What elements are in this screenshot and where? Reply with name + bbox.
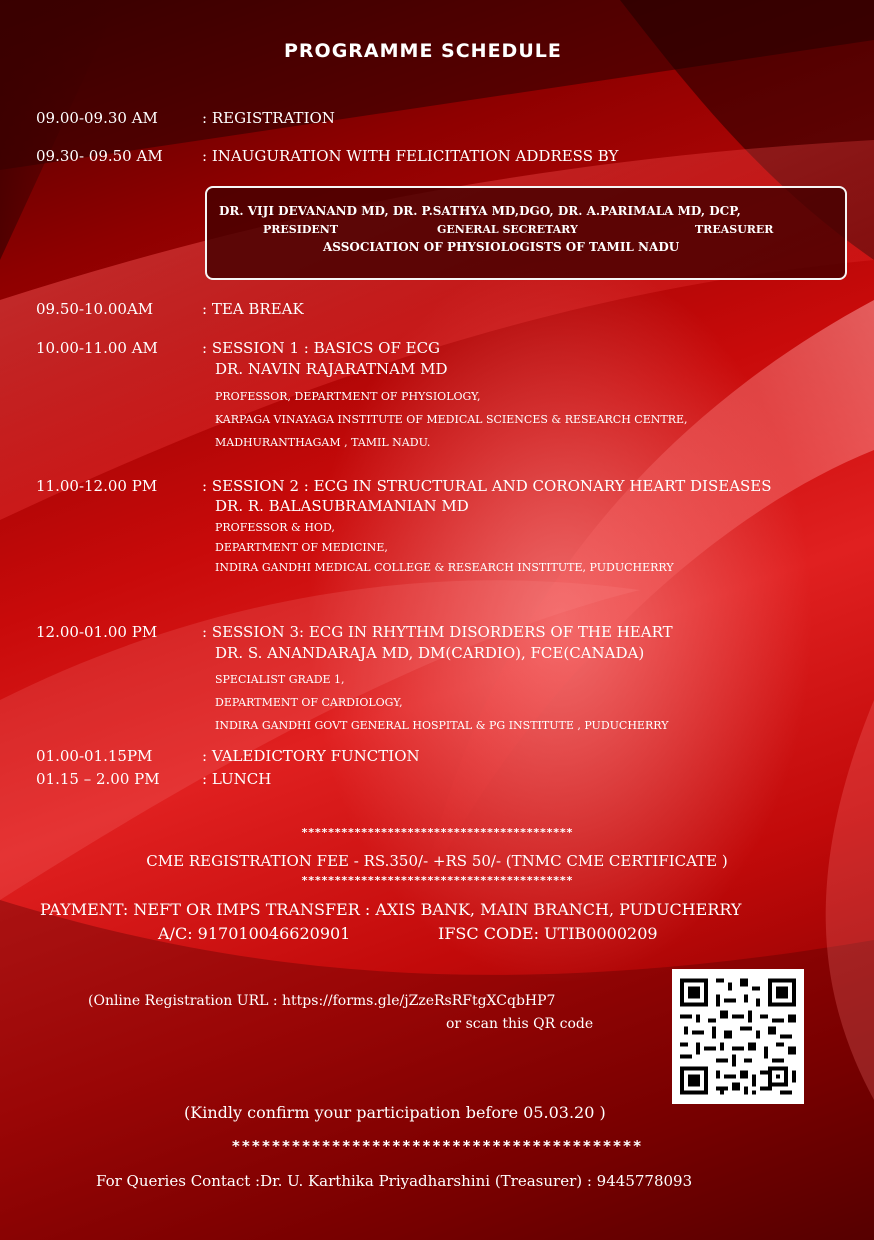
- session1-detail: PROFESSOR, DEPARTMENT OF PHYSIOLOGY,: [215, 390, 481, 403]
- schedule-label: : VALEDICTORY FUNCTION: [202, 747, 420, 765]
- session2-title: : SESSION 2 : ECG IN STRUCTURAL AND CORONARY HEART DISEASES: [202, 477, 772, 495]
- contact-info: For Queries Contact :Dr. U. Karthika Priyadharshini (Treasurer) : 9445778093: [96, 1172, 693, 1190]
- schedule-time: 09.50-10.00AM: [36, 300, 154, 318]
- schedule-label: : REGISTRATION: [202, 109, 335, 127]
- qr-code-graphic: [672, 969, 804, 1104]
- session3-speaker: DR. S. ANANDARAJA MD, DM(CARDIO), FCE(CANADA): [215, 644, 645, 662]
- schedule-time: 10.00-11.00 AM: [36, 339, 158, 357]
- stars-divider-long: *****************************************: [231, 1137, 643, 1155]
- schedule-label: : INAUGURATION WITH FELICITATION ADDRESS BY: [202, 147, 619, 165]
- schedule-time: 11.00-12.00 PM: [36, 477, 158, 495]
- session2-speaker: DR. R. BALASUBRAMANIAN MD: [215, 497, 469, 515]
- session3-detail: DEPARTMENT OF CARDIOLOGY,: [215, 696, 403, 709]
- schedule-time: 01.00-01.15PM: [36, 747, 153, 765]
- schedule-time: 01.15 – 2.00 PM: [36, 770, 160, 788]
- stars-divider: *****************************************: [301, 826, 573, 839]
- session1-speaker: DR. NAVIN RAJARATNAM MD: [215, 360, 448, 378]
- session3-title: : SESSION 3: ECG IN RHYTHM DISORDERS OF THE HEART: [202, 623, 673, 641]
- stars-divider: *****************************************: [301, 874, 573, 887]
- qr-hint: or scan this QR code: [446, 1016, 594, 1032]
- session1-title: : SESSION 1 : BASICS OF ECG: [202, 339, 441, 357]
- ifsc-code: IFSC CODE: UTIB0000209: [438, 924, 658, 943]
- felicitation-names: DR. VIJI DEVANAND MD, DR. P.SATHYA MD,DGO, DR. A.PARIMALA MD, DCP,: [219, 204, 741, 218]
- role-treasurer: TREASURER: [695, 223, 774, 236]
- schedule-time: 09.00-09.30 AM: [36, 109, 158, 127]
- schedule-time: 12.00-01.00 PM: [36, 623, 158, 641]
- online-registration-url[interactable]: (Online Registration URL : https://forms.gle/jZzeRsRFtgXCqbHP7: [88, 993, 556, 1009]
- schedule-label: : TEA BREAK: [202, 300, 304, 318]
- payment-line: PAYMENT: NEFT OR IMPS TRANSFER : AXIS BANK, MAIN BRANCH, PUDUCHERRY: [40, 900, 742, 919]
- qr-code-image[interactable]: [672, 969, 804, 1104]
- schedule-label: : LUNCH: [202, 770, 272, 788]
- session1-detail: MADHURANTHAGAM , TAMIL NADU.: [215, 436, 431, 449]
- session1-detail: KARPAGA VINAYAGA INSTITUTE OF MEDICAL SCIENCES & RESEARCH CENTRE,: [215, 413, 688, 426]
- role-president: PRESIDENT: [263, 223, 339, 236]
- page-title: PROGRAMME SCHEDULE: [284, 40, 562, 62]
- session3-detail: SPECIALIST GRADE 1,: [215, 673, 345, 686]
- registration-fee: CME REGISTRATION FEE - RS.350/- +RS 50/- (TNMC CME CERTIFICATE ): [146, 852, 728, 870]
- session3-detail: INDIRA GANDHI GOVT GENERAL HOSPITAL & PG INSTITUTE , PUDUCHERRY: [215, 719, 669, 732]
- felicitation-box: [205, 186, 847, 280]
- association-name: ASSOCIATION OF PHYSIOLOGISTS OF TAMIL NADU: [323, 240, 680, 254]
- session2-detail: DEPARTMENT OF MEDICINE,: [215, 541, 388, 554]
- schedule-time: 09.30- 09.50 AM: [36, 147, 163, 165]
- role-general-secretary: GENERAL SECRETARY: [437, 223, 578, 236]
- session2-detail: INDIRA GANDHI MEDICAL COLLEGE & RESEARCH INSTITUTE, PUDUCHERRY: [215, 561, 674, 574]
- account-number: A/C: 917010046620901: [158, 924, 351, 943]
- session2-detail: PROFESSOR & HOD,: [215, 521, 335, 534]
- confirm-participation: (Kindly confirm your participation before 05.03.20 ): [184, 1103, 606, 1122]
